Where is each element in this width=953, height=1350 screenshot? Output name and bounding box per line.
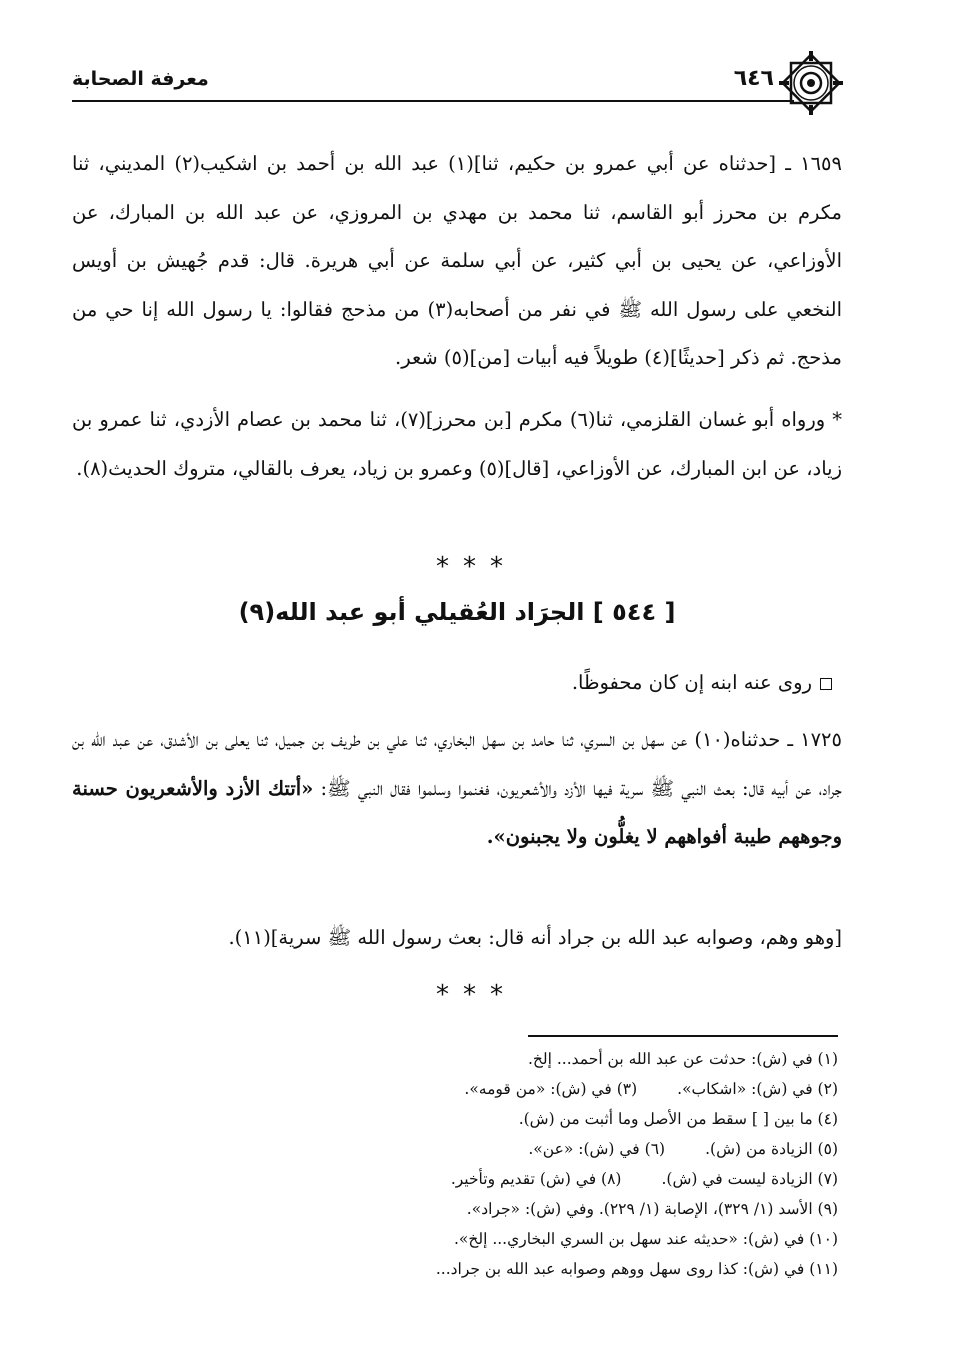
- ornament-icon: [776, 48, 846, 118]
- alternate-narration-text: * ورواه أبو غسان القلزمي، ثنا(٦) مكرم [بن محرز](٧)، ثنا محمد بن عصام الأزدي، ثنا عمرو بن زياد، عن ابن المبارك، عن الأوزاعي، [قال](٥) وعمرو بن زياد، يعرف بالقالي، متروك الحديث(٨).: [72, 408, 842, 480]
- narration-note: [72, 668, 832, 698]
- section-heading: [ ٥٤٤ ] الجرَاد العُقيلي أبو عبد الله(٩): [238, 598, 676, 626]
- footnote-item: (٢) في (ش): «اشكاب».(٣) في (ش): «من قومه».: [464, 1080, 838, 1098]
- alternate-narration: [72, 396, 842, 493]
- hadith-1659-text: ١٦٥٩ ـ [حدثناه عن أبي عمرو بن حكيم، ثنا](١) عبد الله بن أحمد بن اشكيب(٢) المديني، ثنا مكرم بن محرز أبو القاسم، ثنا محمد بن مهدي بن المروزي، عن عبد الله بن المبارك، عن الأوزاعي، عن يحيى بن أبي كثير، عن أبي سلمة عن أبي هريرة. قال: قدم جُهيش بن أويس النخعي على رسول الله ﷺ في نفر من أصحابه(٣) من مذحج فقالوا: يا رسول الله إنا حي من مذحج. ثم ذكر [حديثًا](٤) طويلاً فيه أبيات [من](٥) شعر.: [72, 152, 843, 369]
- hadith-1659: [72, 140, 842, 383]
- footnote-item: (٥) الزيادة من (ش).(٦) في (ش): «عن».: [528, 1140, 838, 1158]
- header-rule: [72, 100, 794, 102]
- footnotes: [118, 1044, 838, 1284]
- footnote-rule: [528, 1035, 838, 1037]
- footnote-item: (١) في (ش): حدثت عن عبد الله بن أحمد... إلخ.: [527, 1050, 838, 1068]
- correction-note-text: [وهو وهم، وصوابه عبد الله بن جراد أنه قال: بعث رسول الله ﷺ سرية](١١).: [228, 926, 842, 949]
- footnote-item: (١٠) في (ش): «حديثه عند سهل بن السري البخاري... إلخ».: [453, 1230, 838, 1248]
- correction-note: [72, 914, 842, 963]
- footnote-item: (٤) ما بين [ ] سقط من الأصل وما أثبت من (ش).: [518, 1110, 838, 1128]
- page-header: [72, 62, 872, 106]
- section-divider: ***: [436, 552, 517, 582]
- section-divider-end: ***: [436, 980, 517, 1010]
- narration-note-text: روى عنه ابنه إن كان محفوظًا.: [571, 671, 812, 694]
- footnote-item: (١١) في (ش): كذا روى سهل ووهم وصوابه عبد الله بن جراد...: [435, 1260, 838, 1278]
- hadith-1725: [72, 716, 842, 862]
- square-bullet-icon: [820, 678, 832, 690]
- page-number: ٦٤٦: [733, 66, 774, 91]
- footnote-item: (٧) الزيادة ليست في (ش).(٨) في (ش) تقديم وتأخير.: [450, 1170, 838, 1188]
- hadith-1725-text: ١٧٢٥ ـ حدثناه(١٠) عن سهل بن السري، ثنا حامد بن سهل البخاري، ثنا علي بن طريف بن جميل، ثنا يعلى بن الأشدق، عن عبد الله بن جراد، عن أبيه قال: بعث النبي ﷺ سرية فيها الأزد والأشعريون، فغنموا وسلموا فقال النبي ﷺ:: [72, 728, 842, 800]
- footnote-item: (٩) الأسد (١/ ٣٢٩)، الإصابة (١/ ٢٢٩). وفي (ش): «جراد».: [466, 1200, 838, 1218]
- running-title: معرفة الصحابة: [72, 68, 209, 90]
- hadith-1725-quote: «أتتك الأزد والأشعريون حسنة وجوههم طيبة أفواههم لا يغلُّون ولا يجبنون».: [72, 776, 842, 848]
